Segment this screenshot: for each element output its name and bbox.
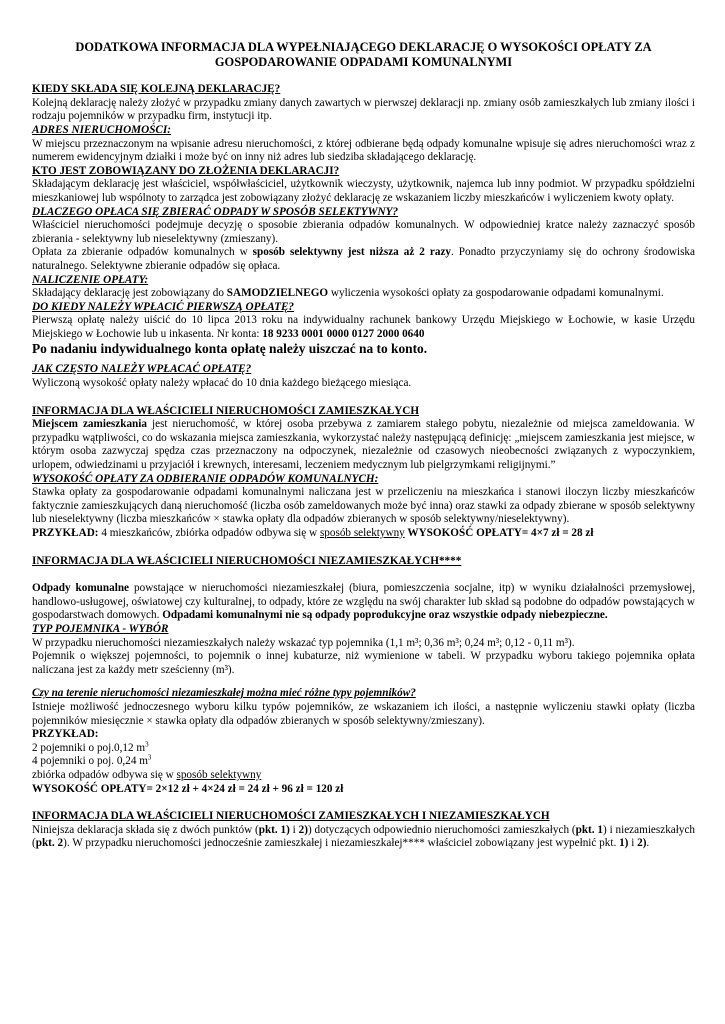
mixed-g: ) i niezamieszkałych (: [32, 823, 696, 850]
text-who-obliged: Składającym deklarację jest właściciel, współwłaściciel, użytkownik wieczysty, użytkownik, najemca lub inny podmiot. W przypadku spółdzielni mieszkaniowej lub wspólnoty to zarządca jest zobowiązany złożyć deklarację ze wskazaniem liczby mieszkańców i wyliczeniem kwoty opłaty.: [32, 178, 695, 204]
text-why-selective-1: Właściciel nieruchomości podejmuje decyzję o sposobie zbierania odpadów komunalnych. W odpowiedniej kratce należy zaznaczyć sposób zbierania - selektywny lub nieselektywny (zmieszany).: [32, 219, 695, 245]
example-label-non-residential: PRZYKŁAD:: [32, 728, 99, 741]
text-calc-a: Składający deklarację jest zobowiązany do: [32, 287, 227, 300]
text-fee-suffix: . Ponadto przyczyniamy się do ochrony środowiska naturalnego. Selektywne zbieranie odpadów się opłaca.: [32, 246, 695, 272]
example-selective: sposób selektywny: [319, 527, 405, 539]
mixed-m: .: [646, 837, 650, 850]
text-fee-amount: Stawka opłaty za gospodarowanie odpadami komunalnymi naliczana jest w przeliczeniu na mieszkańca i stanowi iloczyn liczby mieszkańców faktycznie zamieszkujących daną nieruchomość (liczba osób zameldowanych może być inna) oraz stawki za odpady zbierane w sposób selektywny lub nieselektywny (liczba mieszkańców × stawka opłaty dla odpadów zbieranych w sposób selektywny/nieselektywny).: [32, 486, 695, 526]
text-fee-lower: sposób selektywny jest niższa aż 2 razy: [252, 246, 451, 259]
text-municipal-waste: [32, 582, 695, 623]
example-line-1-sup: 3: [145, 739, 149, 748]
example-line-1-text: 2 pojemniki o poj.0,12 m: [32, 741, 146, 754]
term-municipal-waste: Odpady komunalne: [32, 582, 130, 595]
heading-why-selective: DLACZEGO OPŁACA SIĘ ZBIERAĆ ODPADY W SPOSÓB SELEKTYWNY?: [32, 205, 399, 218]
mixed-k: i: [628, 837, 638, 850]
text-residence-definition: [32, 418, 695, 472]
text-municipal-waste-excl: Odpadami komunalnymi nie są odpady poprodukcyjne oraz wszystkie odpady niebezpieczne.: [162, 609, 608, 622]
heading-container-type: TYP POJEMNIKA - WYBÓR: [32, 622, 169, 635]
mixed-a: Niniejsza deklaracja składa się z dwóch punktów (: [32, 823, 259, 836]
text-why-selective-2: [32, 246, 695, 273]
heading-who-obliged: KTO JEST ZOBOWIĄZANY DO ZŁOŻENIA DEKLARACJI?: [32, 164, 340, 177]
mixed-b: pkt. 1): [258, 823, 290, 836]
mixed-c: i: [289, 823, 299, 836]
heading-next-declaration: KIEDY SKŁADA SIĘ KOLEJNĄ DEKLARACJĘ?: [32, 83, 281, 96]
text-calc-b: SAMODZIELNEGO: [226, 287, 329, 300]
example-text: 4 mieszkańców, zbiórka odpadów odbywa się w: [98, 527, 320, 539]
example-line-3-selective: sposób selektywny: [176, 768, 262, 781]
text-calc-c: wyliczenia wysokości opłaty za gospodarowanie odpadami komunalnymi.: [328, 287, 664, 300]
text-multiple-containers: Istnieje możliwość jednoczesnego wyboru kilku typów pojemników, ze wskazaniem ich ilości, a następnie wyliczeniu stawki opłaty (liczba pojemników miesięcznie × stawka opłaty dla odpadów zbieranych w sposób selektywny/zmieszany).: [32, 700, 695, 727]
example-result: WYSOKOŚĆ OPŁATY= 4×7 zł = 28 zł: [404, 527, 594, 539]
heading-residential: INFORMACJA DLA WŁAŚCICIELI NIERUCHOMOŚCI ZAMIESZKAŁYCH: [32, 404, 420, 417]
mixed-i: ). W przypadku nieruchomości jednocześnie zamieszkałej i niezamieszkałej**** właściciel zobowiązany jest wypełnić pkt.: [63, 837, 620, 850]
heading-property-address: ADRES NIERUCHOMOŚCI:: [32, 123, 171, 136]
text-residence-body: jest nieruchomość, w której osoba przebywa z zamiarem stałego pobytu, niezależnie od miejsca zameldowania. W przypadku wątpliwości, co do wskazania miejsca zamieszkania, wykorzystać należy następującą definicję: „miejscem zamieszkania jest miejsce, w którym osoba zazwyczaj spędza czas przeznaczony na odpoczynek, niezależnie od czasowych nieobecności związanych z wypoczynkiem, urlopem, odwiedzinami u przyjaciół i krewnych, interesami, leczeniem medycznym lub pielgrzymkami religijnymi.”: [32, 418, 695, 472]
text-payment-a: Pierwszą opłatę należy uiścić do 10 lipca 2013 roku na indywidualny rachunek bankowy Urzędu Miejskiego w Łochowie, w kasie Urzędu Miejskiego w Łochowie lub u inkasenta. Nr konta:: [32, 314, 695, 340]
text-larger-container: Pojemnik o większej pojemności, to pojemnik o innej kubaturze, niż wymienione w tabeli. W przypadku wyboru takiego pojemnika opłata naliczana jest za każdy metr sześcienny (m³).: [32, 650, 695, 676]
text-next-declaration: Kolejną deklarację należy złożyć w przypadku zmiany danych zawartych w pierwszej deklaracji np. zmiany osób zamieszkałych lub zmiany ilości i rodzaju pojemników w przypadku firm, instytucji itp.: [32, 96, 695, 123]
heading-payment-frequency: JAK CZĘSTO NALEŻY WPŁACAĆ OPŁATĘ?: [32, 363, 252, 376]
example-result-non-residential: WYSOKOŚĆ OPŁATY= 2×12 zł + 4×24 zł = 24 zł + 96 zł = 120 zł: [32, 782, 344, 795]
text-payment-frequency: Wyliczoną wysokość opłaty należy wpłacać do 10 dnia każdego bieżącego miesiąca.: [32, 377, 412, 390]
mixed-e: ) dotyczących odpowiednio nieruchomości zamieszkałych (: [307, 823, 576, 836]
example-line-1: [32, 739, 695, 756]
text-property-address: W miejscu przeznaczonym na wpisanie adresu nieruchomości, z której odbierane będą odpady komunalne wpisuje się adres nieruchomości wraz z numerem ewidencyjnym działki i może być on inny niż adres lub siedziba składającego deklarację.: [32, 137, 695, 164]
example-line-2: [32, 755, 695, 769]
text-first-payment: [32, 314, 695, 341]
text-municipal-waste-body: powstające w nieruchomości niezamieszkałej (biura, pomieszczenia socjalne, itp) w wyniku działalności przemysłowej, handlowo-usługowej, oświatowej czy kulturalnej, to odpady, które ze względu na swój charakter lub skład są podobne do odpadów powstających w gospodarstwach domowych.: [32, 582, 696, 622]
heading-mixed: INFORMACJA DLA WŁAŚCICIELI NIERUCHOMOŚCI ZAMIESZKAŁYCH I NIEZAMIESZKAŁYCH: [32, 810, 550, 823]
heading-container-types-question: Czy na terenie nieruchomości niezamieszkałej można mieć różne typy pojemników?: [32, 687, 416, 700]
example-line-2-text: 4 pojemniki o poj. 0,24 m: [32, 755, 148, 768]
bank-account-number: 18 9233 0001 0000 0127 2000 0640: [262, 327, 425, 340]
text-fee-calculation: [32, 287, 695, 301]
text-fee-prefix: Opłata za zbieranie odpadów komunalnych w: [32, 246, 253, 259]
mixed-j: 1): [619, 837, 629, 850]
text-mixed: [32, 824, 695, 851]
example-line-3-text: zbiórka odpadów odbywa się w: [32, 768, 177, 781]
term-residence: Miejscem zamieszkania: [32, 418, 147, 431]
heading-fee-amount: WYSOKOŚĆ OPŁATY ZA ODBIERANIE ODPADÓW KOMUNALNYCH:: [32, 472, 379, 485]
text-individual-account: Po nadaniu indywidualnego konta opłatę należy uiszczać na to konto.: [32, 341, 428, 357]
mixed-h: pkt. 2: [35, 837, 64, 850]
heading-fee-calculation: NALICZENIE OPŁATY:: [32, 273, 149, 286]
heading-first-payment: DO KIEDY NALEŻY WPŁACIĆ PIERWSZĄ OPŁATĘ?: [32, 300, 295, 313]
text-container-type: W przypadku nieruchomości niezamieszkałych należy wskazać typ pojemnika (1,1 m³; 0,36 m³; 0,24 m³; 0,12 - 0,11 m³).: [32, 636, 575, 649]
heading-non-residential: INFORMACJA DLA WŁAŚCICIELI NIERUCHOMOŚCI NIEZAMIESZKAŁYCH****: [32, 554, 462, 567]
example-residential: [32, 527, 695, 541]
document-title: DODATKOWA INFORMACJA DLA WYPEŁNIAJĄCEGO DEKLARACJĘ O WYSOKOŚCI OPŁATY ZA GOSPODAROWANIE ODPADAMI KOMUNALNYMI: [75, 40, 652, 69]
mixed-f: pkt. 1: [575, 823, 604, 836]
mixed-l: 2): [637, 837, 647, 850]
example-label: PRZYKŁAD:: [32, 527, 99, 539]
mixed-d: 2): [298, 823, 308, 836]
example-line-3: [32, 769, 695, 783]
example-line-2-sup: 3: [147, 753, 152, 762]
